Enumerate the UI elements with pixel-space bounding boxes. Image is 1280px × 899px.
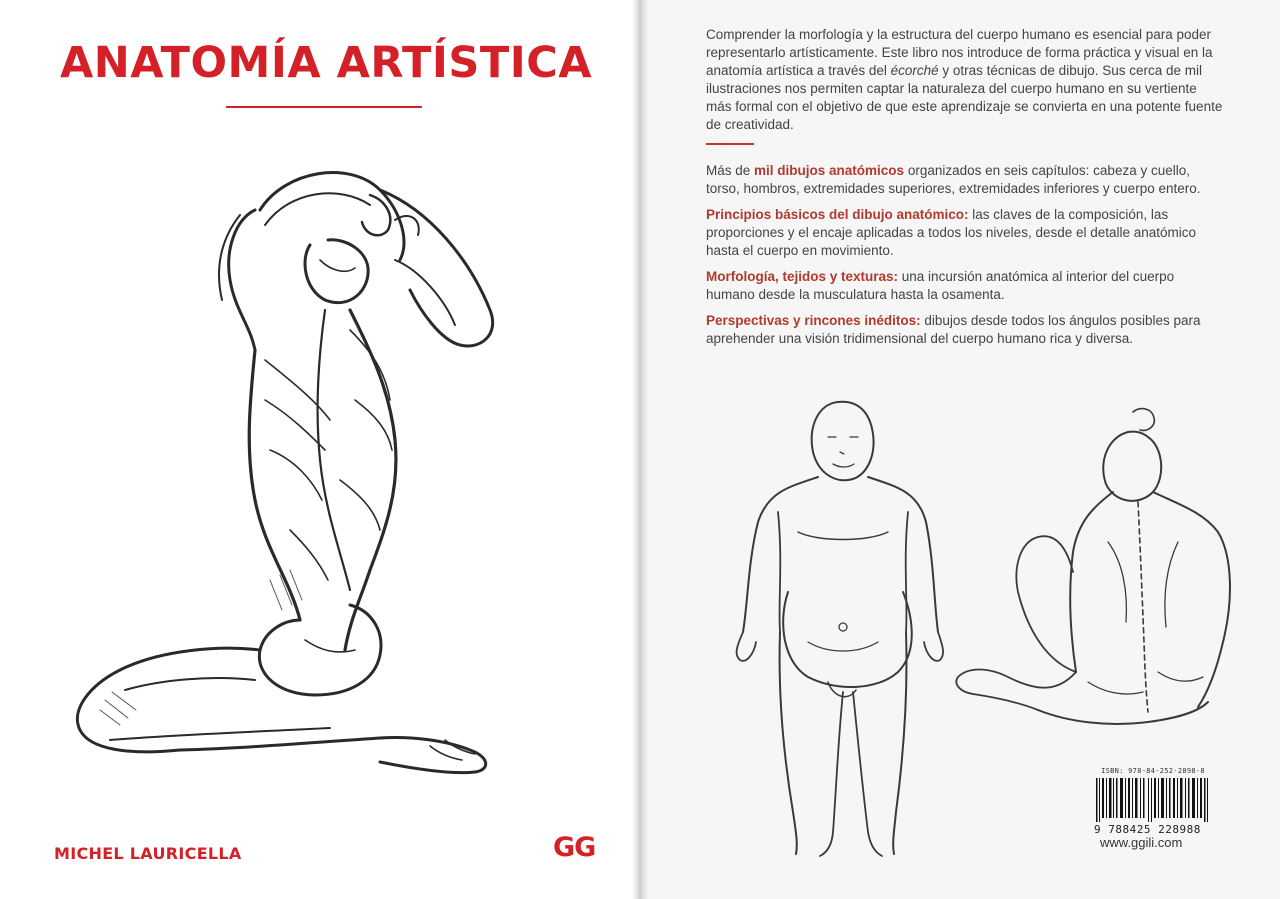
feature-highlight: Morfología, tejidos y texturas: xyxy=(706,269,899,284)
feature-text: las claves de la composición, las proporciones y el encaje aplicadas a todos los niveles, desde el detalle anatómico hasta el cuerpo en movimiento. xyxy=(706,207,1197,258)
spine-fold xyxy=(632,0,648,899)
back-cover-blurb xyxy=(706,26,1226,134)
publisher-logo: GG xyxy=(553,832,596,863)
feature-text: una incursión anatómica al interior del cuerpo humano desde la musculatura hasta la osamenta. xyxy=(706,269,1175,302)
feature-prefix: Más de xyxy=(706,163,755,178)
feature-text: dibujos desde todos los ángulos posibles para aprehender una visión tridimensional del cuerpo humano rica y diversa. xyxy=(706,313,1201,346)
isbn-number: ISBN: 978-84-252-2898-8 xyxy=(1101,767,1205,775)
feature-item xyxy=(706,268,1226,304)
publisher-website: www.ggili.com xyxy=(1100,835,1183,850)
barcode-icon xyxy=(1094,778,1212,822)
ean-number: 9 788425 228988 xyxy=(1094,823,1201,836)
feature-item xyxy=(706,162,1226,198)
blurb-text-end: y otras técnicas de dibujo. Sus cerca de mil ilustraciones nos permiten captar la naturaleza del cuerpo humano en su vertiente más formal con el objetivo de que este aprendizaje se convierta en una potente fuente de creatividad. xyxy=(706,63,1223,132)
seated-figure-sketch xyxy=(956,409,1230,724)
feature-highlight: mil dibujos anatómicos xyxy=(754,163,905,178)
blurb-text-start: Comprender la morfología y la estructura del cuerpo humano es esencial para poder representarlo artísticamente. Este libro nos introduce de forma práctica y visual en la anatomía artística a través del xyxy=(706,27,1213,78)
title-underline xyxy=(226,106,422,108)
feature-highlight: Principios básicos del dibujo anatómico: xyxy=(706,207,969,222)
back-cover xyxy=(648,0,1280,899)
blurb-italic-term: écorché xyxy=(890,63,939,78)
feature-highlight: Perspectivas y rincones inéditos: xyxy=(706,313,921,328)
feature-text: organizados en seis capítulos: cabeza y cuello, torso, hombros, extremidades superiores, extremidades inferiores y cuerpo entero. xyxy=(706,163,1201,196)
feature-item xyxy=(706,206,1226,260)
blurb-divider xyxy=(706,143,754,145)
cover-illustration xyxy=(50,150,510,790)
standing-figure-sketch xyxy=(737,402,944,856)
feature-list xyxy=(706,162,1226,356)
book-title: ANATOMÍA ARTÍSTICA xyxy=(59,38,593,88)
feature-item xyxy=(706,312,1226,348)
author-name: MICHEL LAURICELLA xyxy=(54,844,242,863)
